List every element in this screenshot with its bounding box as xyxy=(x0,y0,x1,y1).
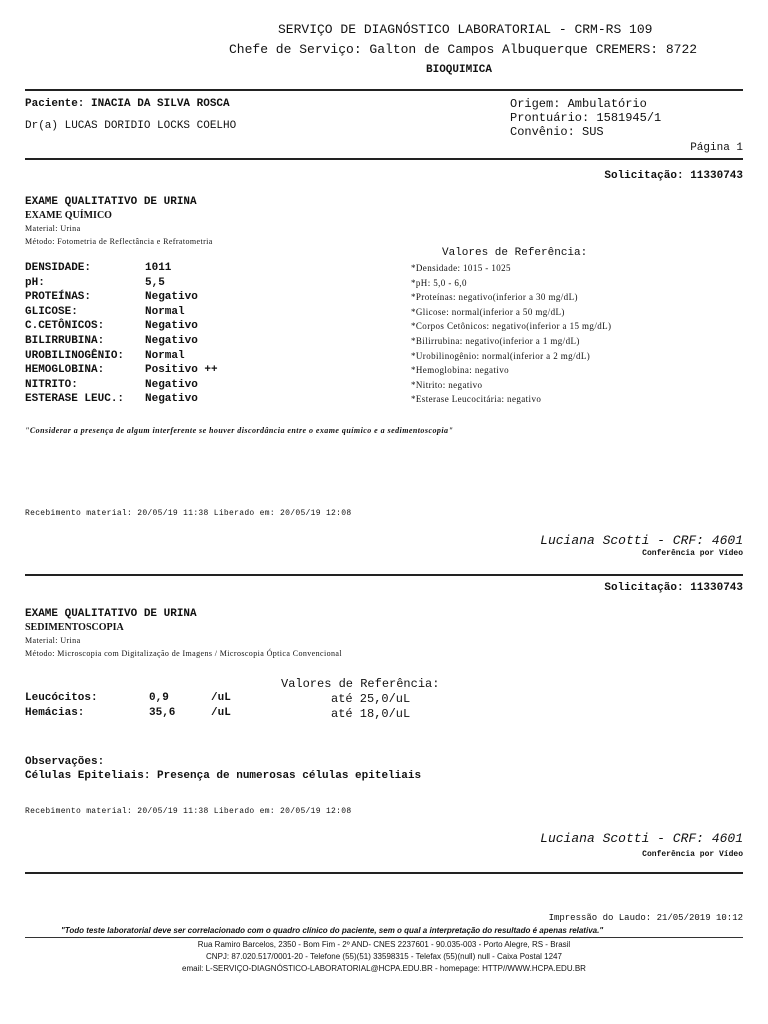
reference-header: Valores de Referência: xyxy=(281,677,440,691)
result-value: Negativo xyxy=(145,393,198,406)
record-number: Prontuário: 1581945/1 xyxy=(510,111,662,125)
result-label: BILIRRUBINA: xyxy=(25,334,105,347)
chief-of-service: Chefe de Serviço: Galton de Campos Albuquerque CREMERS: 8722 xyxy=(229,42,698,57)
result-unit: /uL xyxy=(211,707,231,719)
result-value: 5,5 xyxy=(145,276,165,289)
result-value: 0,9 xyxy=(149,692,169,704)
result-row xyxy=(25,692,745,707)
result-label: PROTEÍNAS: xyxy=(25,291,92,304)
result-value: Normal xyxy=(145,305,185,318)
request-number: Solicitação: 11330743 xyxy=(604,582,743,594)
observations-title: Observações: xyxy=(25,756,105,768)
result-row xyxy=(25,262,745,277)
interference-note: "Considerar a presença de algum interferente se houver discordância entre o exame químico e a sedimentoscopia" xyxy=(25,426,454,435)
exam-material: Material: Urina xyxy=(25,224,81,233)
footer-contact: CNPJ: 87.020.517/0001-20 - Telefone (55)(51) 33598315 - Telefax (55)(null) null - Caixa Postal 1247 xyxy=(206,952,562,961)
result-unit: /uL xyxy=(211,692,231,704)
video-conference-label: Conferência por Vídeo xyxy=(642,549,743,558)
footer-email: email: L-SERVIÇO-DIAGNÓSTICO-LABORATORIAL@HCPA.EDU.BR - homepage: HTTP//WWW.HCPA.EDU.BR xyxy=(182,964,586,973)
result-label: Hemácias: xyxy=(25,707,85,719)
result-reference: *Bilirrubina: negativo(inferior a 1 mg/dL) xyxy=(411,335,580,346)
result-label: DENSIDADE: xyxy=(25,262,92,274)
exam-divider xyxy=(25,574,743,576)
result-row xyxy=(25,350,745,365)
result-row xyxy=(25,277,745,292)
result-reference: *Densidade: 1015 - 1025 xyxy=(411,263,511,273)
result-row xyxy=(25,364,745,379)
result-row xyxy=(25,335,745,350)
signature: Luciana Scotti - CRF: 4601 xyxy=(540,831,743,846)
result-row xyxy=(25,320,745,335)
result-label: UROBILINOGÊNIO: xyxy=(25,349,125,362)
signature: Luciana Scotti - CRF: 4601 xyxy=(540,533,743,548)
footer-divider xyxy=(25,937,743,938)
result-value: Normal xyxy=(145,349,185,362)
result-value: Negativo xyxy=(145,320,198,333)
result-value: Negativo xyxy=(145,291,198,304)
result-label: ESTERASE LEUC.: xyxy=(25,393,125,406)
disclaimer: "Todo teste laboratorial deve ser correlacionado com o quadro clínico do paciente, sem o qual a interpretação do resultado é apenas relativa." xyxy=(61,926,604,935)
result-reference: *Hemoglobina: negativo xyxy=(411,365,510,376)
result-reference: *Esterase Leucocitária: negativo xyxy=(411,394,542,405)
result-row xyxy=(25,306,745,321)
footer-address: Rua Ramiro Barcelos, 2350 - Bom Fim - 2º AND- CNES 2237601 - 90.035-003 - Porto Alegre, RS - Brasil xyxy=(197,940,571,949)
result-label: pH: xyxy=(25,276,45,289)
result-label: GLICOSE: xyxy=(25,305,78,318)
exam-title: EXAME QUALITATIVO DE URINA xyxy=(25,196,197,208)
exam-subtitle: EXAME QUÍMICO xyxy=(25,210,112,221)
result-value: Negativo xyxy=(145,334,198,347)
sediment-results xyxy=(25,692,745,722)
result-row xyxy=(25,291,745,306)
exam-method: Método: Microscopia com Digitalização de Imagens / Microscopia Óptica Convencional xyxy=(25,649,342,658)
page-number: Página 1 xyxy=(690,142,743,154)
request-number: Solicitação: 11330743 xyxy=(604,170,743,182)
received-info: Recebimento material: 20/05/19 11:38 Liberado em: 20/05/19 12:08 xyxy=(25,509,352,518)
result-row xyxy=(25,707,745,722)
print-date: Impressão do Laudo: 21/05/2019 10:12 xyxy=(548,913,743,923)
result-reference: *Glicose: normal(inferior a 50 mg/dL) xyxy=(411,306,565,317)
insurance: Convênio: SUS xyxy=(510,125,604,139)
result-reference: *Urobilinogênio: normal(inferior a 2 mg/dL) xyxy=(411,350,591,361)
exam-material: Material: Urina xyxy=(25,636,81,645)
result-value: 1011 xyxy=(145,262,172,274)
result-value: 35,6 xyxy=(149,707,176,719)
exam-subtitle: SEDIMENTOSCOPIA xyxy=(25,622,124,633)
result-reference: *Corpos Cetônicos: negativo(inferior a 15 mg/dL) xyxy=(411,321,612,332)
reference-header: Valores de Referência: xyxy=(442,247,588,259)
patient-name: Paciente: INACIA DA SILVA ROSCA xyxy=(25,98,230,110)
result-reference: *Nitrito: negativo xyxy=(411,379,483,390)
result-row xyxy=(25,393,745,408)
header-divider xyxy=(25,89,743,91)
lab-title: SERVIÇO DE DIAGNÓSTICO LABORATORIAL - CRM-RS 109 xyxy=(278,22,653,37)
result-value: Positivo ++ xyxy=(145,364,218,377)
report-end-divider xyxy=(25,872,743,874)
result-reference: *Proteínas: negativo(inferior a 30 mg/dL) xyxy=(411,292,578,303)
video-conference-label: Conferência por Vídeo xyxy=(642,850,743,859)
result-row xyxy=(25,379,745,394)
result-reference: até 18,0/uL xyxy=(331,707,411,721)
section-title: BIOQUIMICA xyxy=(426,64,493,76)
observations-text: Células Epiteliais: Presença de numerosas células epiteliais xyxy=(25,770,422,782)
received-info: Recebimento material: 20/05/19 11:38 Liberado em: 20/05/19 12:08 xyxy=(25,807,352,816)
result-label: HEMOGLOBINA: xyxy=(25,364,105,377)
exam-title: EXAME QUALITATIVO DE URINA xyxy=(25,608,197,620)
exam-method: Método: Fotometria de Reflectância e Refratometria xyxy=(25,237,213,246)
result-label: C.CETÔNICOS: xyxy=(25,320,105,333)
result-label: Leucócitos: xyxy=(25,692,98,704)
chemistry-results xyxy=(25,262,745,408)
origin: Origem: Ambulatório xyxy=(510,97,647,111)
result-label: NITRITO: xyxy=(25,378,78,391)
doctor-name: Dr(a) LUCAS DORIDIO LOCKS COELHO xyxy=(25,120,237,132)
result-reference: *pH: 5,0 - 6,0 xyxy=(411,277,467,288)
result-value: Negativo xyxy=(145,378,198,391)
patient-divider xyxy=(25,158,743,160)
result-reference: até 25,0/uL xyxy=(331,692,411,706)
